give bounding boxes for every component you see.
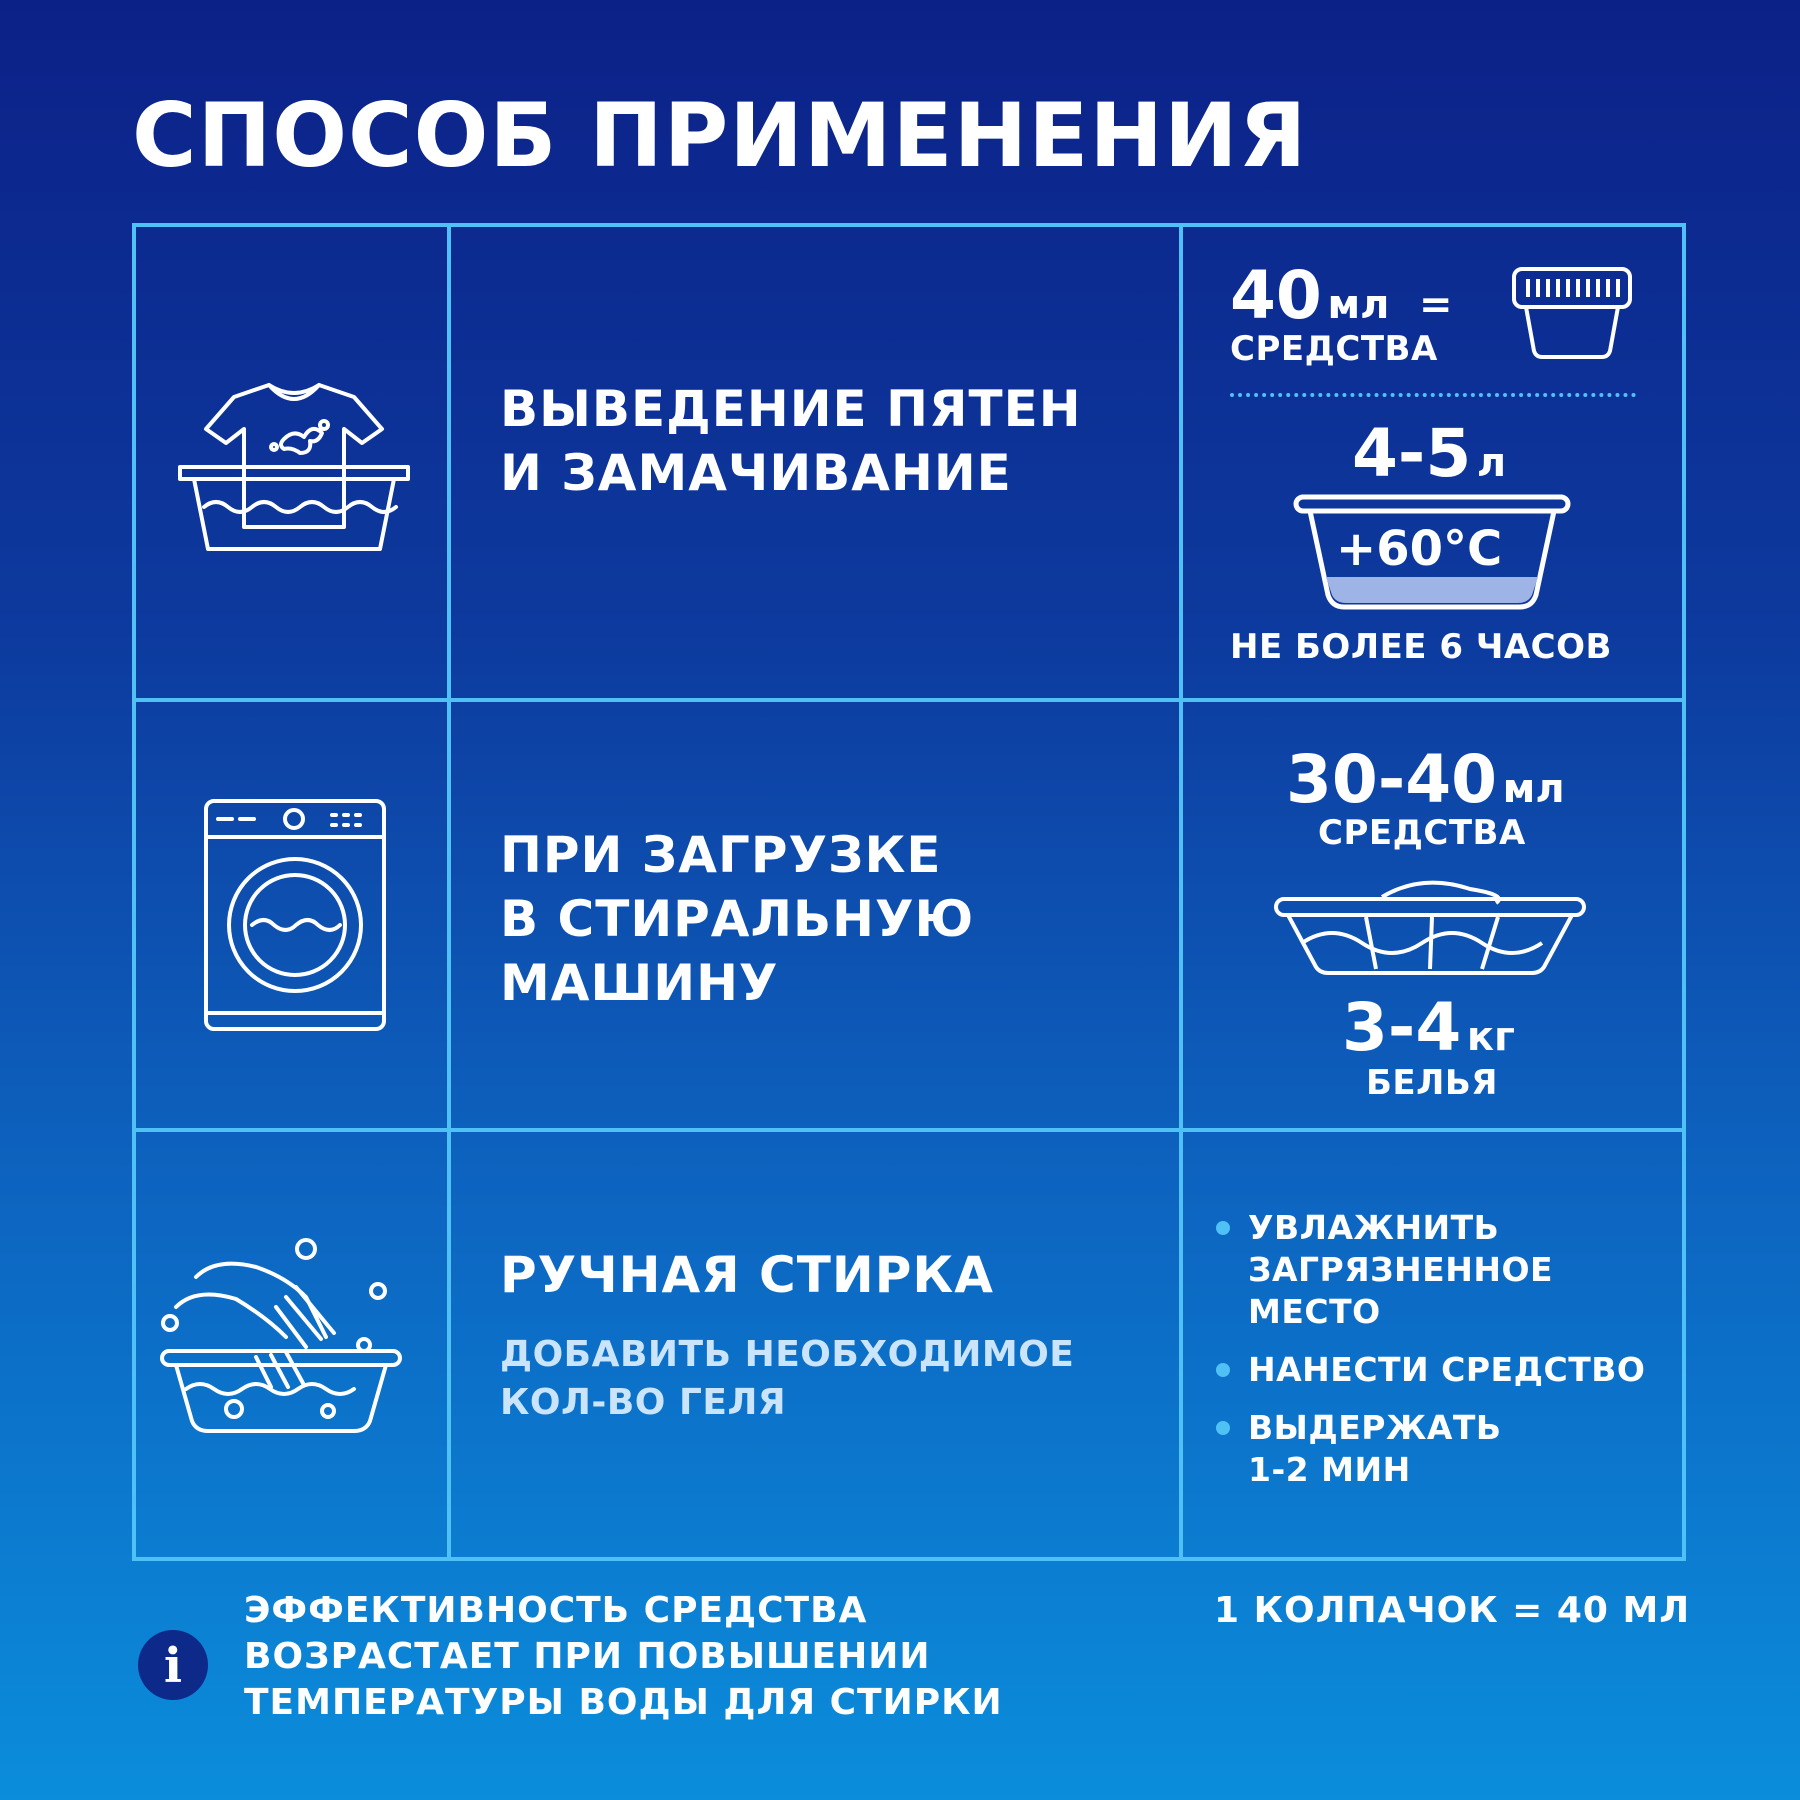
- laundry-basket-icon: [1272, 877, 1588, 977]
- dose-30-40ml: [1286, 741, 1565, 818]
- water-volume: [1352, 415, 1507, 492]
- dose-amount: 40: [1230, 257, 1322, 334]
- equals-sign: =: [1419, 282, 1453, 328]
- info-icon: [138, 1630, 208, 1700]
- bullet-icon: [1216, 1421, 1230, 1435]
- step-line: УВЛАЖНИТЬ: [1248, 1208, 1500, 1247]
- water-amount: 4-5: [1352, 415, 1472, 492]
- column-divider: [1179, 227, 1183, 1557]
- action-line: РУЧНАЯ СТИРКА: [500, 1246, 994, 1304]
- dotted-separator: [1230, 393, 1636, 397]
- subtext-line: ДОБАВИТЬ НЕОБХОДИМОЕ: [500, 1334, 1075, 1375]
- dose-unit: мл: [1502, 766, 1565, 812]
- action-line: МАШИНУ: [500, 954, 779, 1012]
- action-line: ВЫВЕДЕНИЕ ПЯТЕН: [500, 380, 1082, 438]
- handwash-steps: [1216, 1207, 1668, 1507]
- note-line: ТЕМПЕРАТУРЫ ВОДЫ ДЛЯ СТИРКИ: [244, 1682, 1003, 1723]
- action-line: ПРИ ЗАГРУЗКЕ: [500, 826, 942, 884]
- load-amount: 3-4: [1342, 989, 1462, 1066]
- dose-amount: 30-40: [1286, 741, 1498, 818]
- row-divider: [136, 1128, 1682, 1132]
- subtext-line: КОЛ-ВО ГЕЛЯ: [500, 1382, 787, 1423]
- water-unit: л: [1476, 440, 1507, 486]
- load-label: БЕЛЬЯ: [1366, 1063, 1498, 1103]
- tshirt-basin-icon: [174, 377, 414, 557]
- step-line: 1-2 МИН: [1248, 1450, 1411, 1489]
- note-line: ВОЗРАСТАЕТ ПРИ ПОВЫШЕНИИ: [244, 1636, 931, 1677]
- dose-label: СРЕДСТВА: [1318, 813, 1526, 853]
- instructions-table: [132, 223, 1686, 1561]
- step-line: МЕСТО: [1248, 1292, 1381, 1331]
- handwash-subtext: [500, 1331, 1074, 1427]
- dose-label: СРЕДСТВА: [1230, 329, 1438, 369]
- bullet-icon: [1216, 1221, 1230, 1235]
- step-line: ВЫДЕРЖАТЬ: [1248, 1408, 1502, 1447]
- action-machine: [500, 823, 974, 1015]
- list-item: [1216, 1207, 1668, 1333]
- measuring-cap-icon: [1510, 265, 1634, 361]
- note-line: ЭФФЕКТИВНОСТЬ СРЕДСТВА: [244, 1590, 868, 1631]
- list-item: [1216, 1349, 1668, 1391]
- row-divider: [136, 698, 1682, 702]
- action-soaking: [500, 377, 1082, 505]
- time-limit: НЕ БОЛЕЕ 6 ЧАСОВ: [1230, 627, 1612, 667]
- temperature: +60°C: [1336, 521, 1503, 577]
- step-line: НАНЕСТИ СРЕДСТВО: [1248, 1350, 1646, 1389]
- dose-unit: мл: [1327, 282, 1390, 328]
- info-symbol: i: [163, 1638, 183, 1694]
- washing-machine-icon: [202, 797, 388, 1033]
- action-line: В СТИРАЛЬНУЮ: [500, 890, 975, 948]
- dose-40ml: [1230, 257, 1453, 334]
- page-title: СПОСОБ ПРИМЕНЕНИЯ: [132, 84, 1308, 187]
- load-unit: кг: [1466, 1014, 1515, 1060]
- hand-wash-icon: [156, 1237, 406, 1437]
- bullet-icon: [1216, 1363, 1230, 1377]
- step-line: ЗАГРЯЗНЕННОЕ: [1248, 1250, 1554, 1289]
- action-handwash: [500, 1243, 994, 1307]
- laundry-load: [1342, 989, 1515, 1066]
- efficiency-note: [244, 1588, 1003, 1726]
- list-item: [1216, 1407, 1668, 1491]
- action-line: И ЗАМАЧИВАНИЕ: [500, 444, 1012, 502]
- column-divider: [447, 227, 451, 1557]
- cap-note: 1 КОЛПАЧОК = 40 МЛ: [1214, 1590, 1691, 1631]
